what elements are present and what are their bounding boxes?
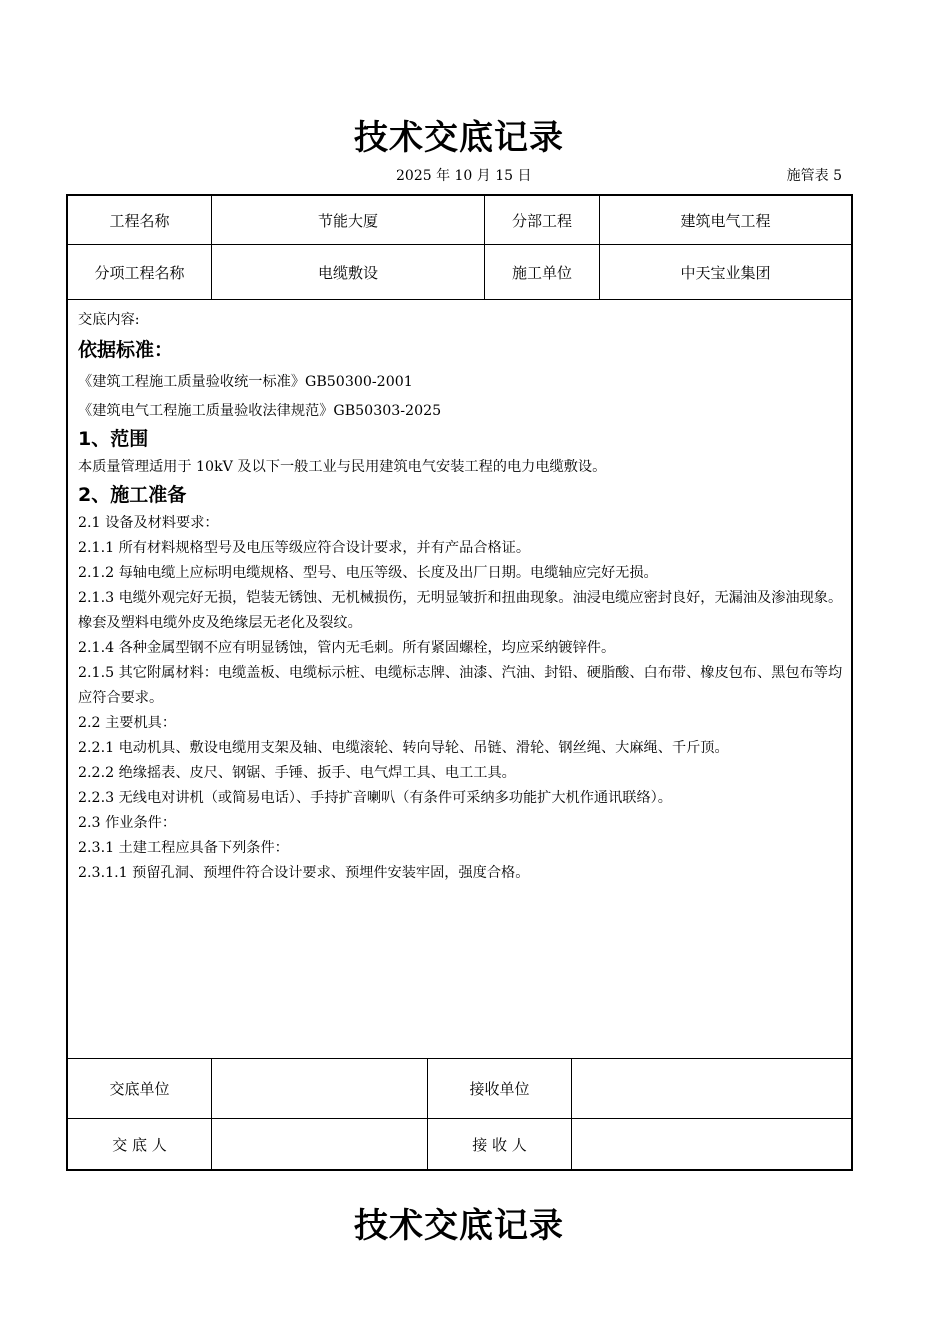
prep-line: 2.1.1 所有材料规格型号及电压等级应符合设计要求，并有产品合格证。 bbox=[78, 540, 531, 556]
prep-line: 2.3.1.1 预留孔洞、预埋件符合设计要求、预埋件安装牢固，强度合格。 bbox=[78, 865, 530, 881]
issuer-field[interactable] bbox=[212, 1119, 427, 1169]
issuer-unit-label: 交底单位 bbox=[109, 1080, 170, 1098]
row-divider bbox=[68, 299, 851, 300]
subitem-value: 电缆敷设 bbox=[317, 263, 378, 282]
record-date: 2025 年 10 月 15 日 bbox=[396, 168, 532, 184]
basis-heading: 依据标准： bbox=[78, 339, 174, 361]
project-name-label: 工程名称 bbox=[109, 211, 170, 230]
division-label: 分部工程 bbox=[511, 211, 572, 230]
basis-line: 《建筑工程施工质量验收统一标准》GB50300-2001 bbox=[78, 374, 413, 390]
prep-heading: 2、施工准备 bbox=[78, 484, 187, 506]
issuer-unit-field[interactable] bbox=[212, 1059, 427, 1118]
contractor-value: 中天宝业集团 bbox=[680, 263, 771, 282]
page-title: 技术交底记录 bbox=[354, 118, 564, 158]
prep-line: 2.2.2 绝缘摇表、皮尺、钢锯、手锤、扳手、电气焊工具、电工工具。 bbox=[78, 765, 516, 781]
prep-line: 2.1.3 电缆外观完好无损，铠装无锈蚀、无机械损伤，无明显皱折和扭曲现象。油浸电缆应密封良好，无漏油及渗油现象。橡套及塑料电缆外皮及绝缘层无老化及裂纹。 bbox=[78, 590, 843, 631]
receiver-unit-field[interactable] bbox=[572, 1059, 851, 1118]
project-name-value: 节能大厦 bbox=[317, 211, 378, 230]
record-table bbox=[66, 194, 853, 1171]
issuer-label: 交 底 人 bbox=[112, 1135, 167, 1154]
prep-line: 2.2.1 电动机具、敷设电缆用支架及轴、电缆滚轮、转向导轮、吊链、滑轮、钢丝绳、大麻绳、千斤顶。 bbox=[78, 740, 729, 756]
contractor-label: 施工单位 bbox=[511, 263, 572, 282]
prep-line: 2.2.3 无线电对讲机（或简易电话）、手持扩音喇叭（有条件可采纳多功能扩大机作通讯联络）。 bbox=[78, 790, 672, 806]
next-page-title: 技术交底记录 bbox=[354, 1206, 564, 1246]
form-number: 施管表 5 bbox=[786, 168, 842, 184]
prep-line: 2.2 主要机具： bbox=[78, 715, 177, 731]
prep-line: 2.3 作业条件： bbox=[78, 815, 177, 831]
receiver-field[interactable] bbox=[572, 1119, 851, 1169]
division-value: 建筑电气工程 bbox=[680, 211, 771, 230]
briefing-content bbox=[78, 308, 844, 886]
receiver-unit-label: 接收单位 bbox=[469, 1080, 530, 1098]
receiver-label: 接 收 人 bbox=[472, 1135, 527, 1154]
basis-line: 《建筑电气工程施工质量验收法律规范》GB50303-2025 bbox=[78, 403, 442, 419]
content-label: 交底内容: bbox=[78, 312, 140, 328]
prep-line: 2.3.1 土建工程应具备下列条件： bbox=[78, 840, 289, 856]
scope-text: 本质量管理适用于 10kV 及以下一般工业与民用建筑电气安装工程的电力电缆敷设。 bbox=[78, 459, 607, 475]
subitem-label: 分项工程名称 bbox=[94, 263, 185, 282]
scope-heading: 1、范围 bbox=[78, 428, 149, 450]
prep-line: 2.1.2 每轴电缆上应标明电缆规格、型号、电压等级、长度及出厂日期。电缆轴应完好无损。 bbox=[78, 565, 658, 581]
prep-line: 2.1.5 其它附属材料：电缆盖板、电缆标示桩、电缆标志牌、油漆、汽油、封铅、硬脂酸、白布带、橡皮包布、黑包布等均应符合要求。 bbox=[78, 665, 843, 706]
prep-line: 2.1.4 各种金属型钢不应有明显锈蚀，管内无毛刺。所有紧固螺栓，均应采纳镀锌件。 bbox=[78, 640, 616, 656]
prep-line: 2.1 设备及材料要求： bbox=[78, 515, 219, 531]
